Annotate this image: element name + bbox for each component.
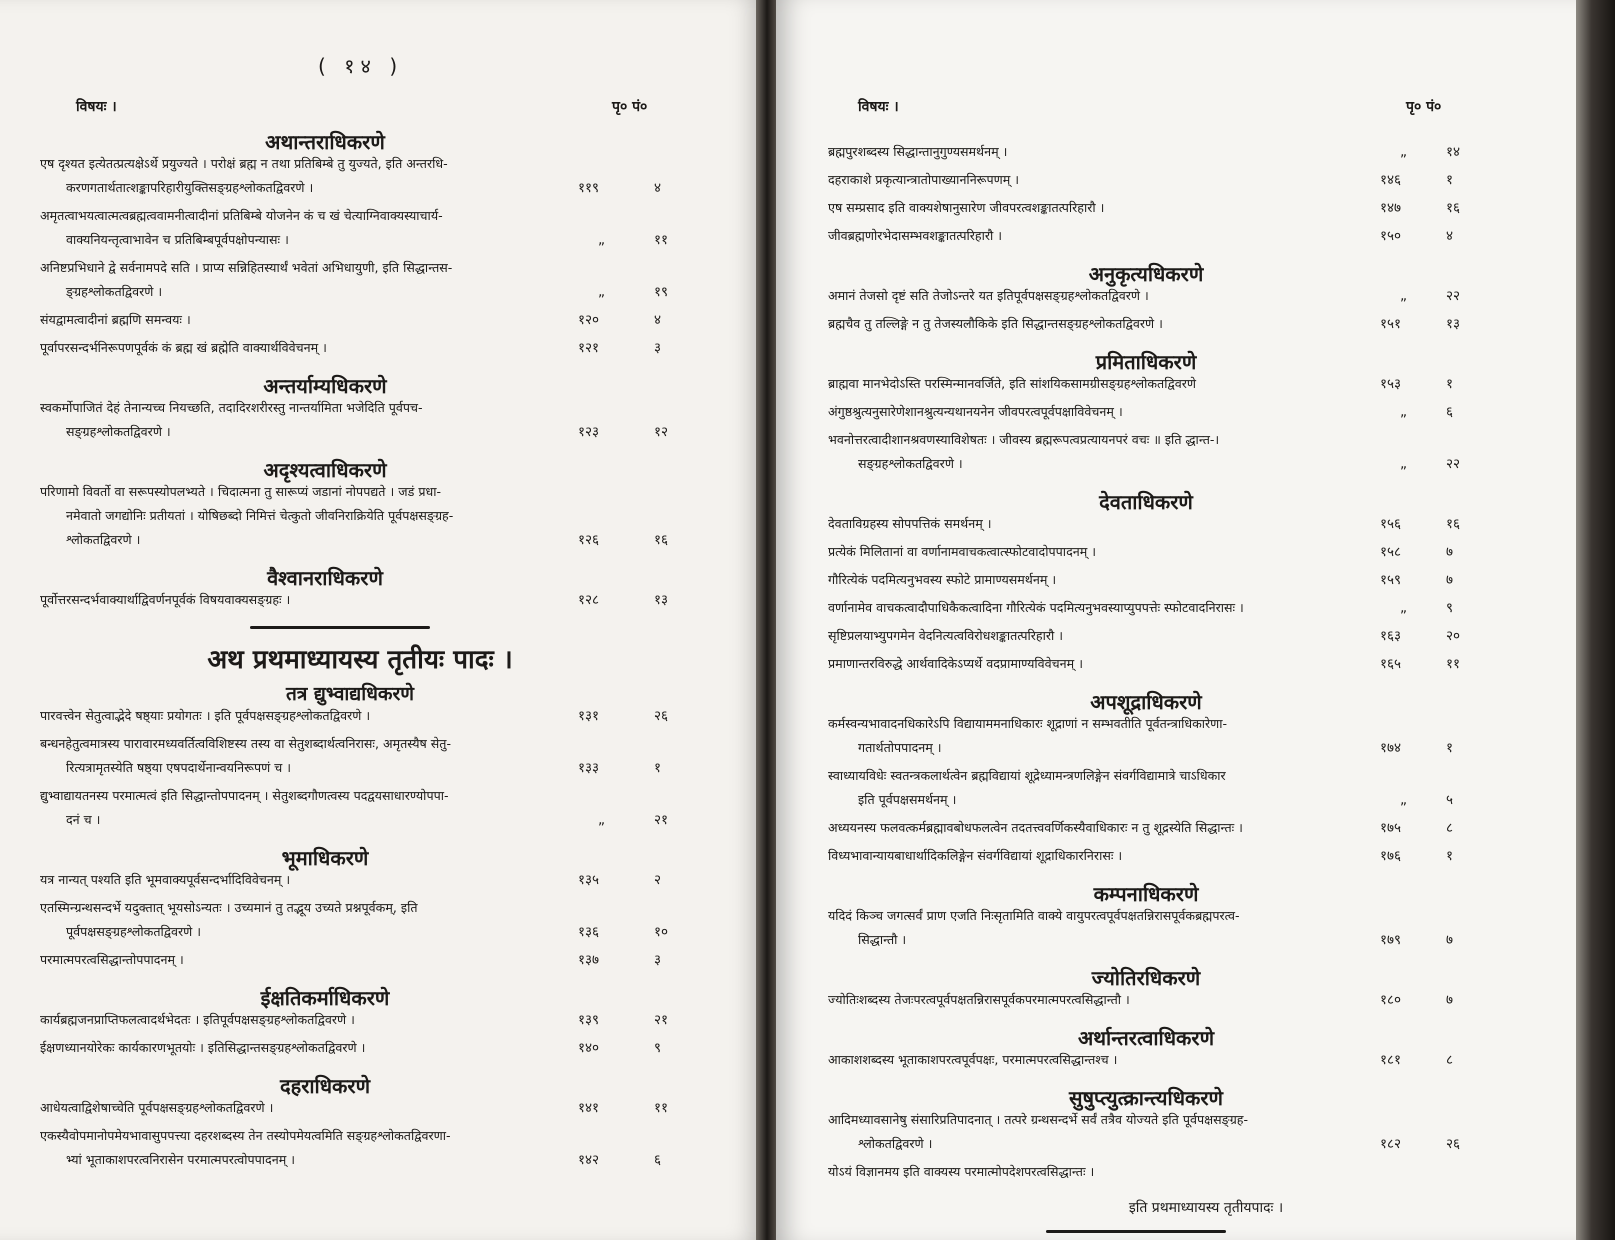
ditto-mark: „ [1400,456,1407,472]
entry-text-line: अमानं तेजसो दृष्टं सति तेजोऽन्तरे यत इतिपूर्वपक्षसङ्ग्रहश्लोकतद्विवरणे । [828,288,1149,303]
entry-line-number: १३ [1446,316,1461,332]
section-heading: अथान्तराधिकरणे [265,130,385,154]
entry-line-number: १६ [1446,200,1461,216]
entry-page-number: १२८ [578,592,600,608]
entry-text-line: ब्राह्मवा मानभेदोऽस्ति परस्मिन्मानवर्जिते, इति सांशयिकसामग्रीसङ्ग्रहश्लोकतद्विवरणे [828,376,1196,391]
chapter-title: अथ प्रथमाध्यायस्य तृतीयः पादः । [207,645,513,675]
section-heading: भूमाधिकरणे [281,846,369,870]
section-heading: अदृश्यत्वाधिकरणे [263,458,387,482]
entry-text-line: एष सम्प्रसाद इति वाक्यशेषानुसारेण जीवपरत्वशङ्कातत्परिहारौ । [828,200,1105,215]
entry-line-number: २१ [654,812,669,828]
entry-page-number: १३५ [578,872,600,888]
entry-page-number: १८० [1380,992,1402,1008]
ditto-mark: „ [598,812,605,828]
entry-page-number: १६३ [1380,628,1402,644]
entry-line-number: ११ [654,1100,669,1116]
entry-text-line: पूर्वोत्तरसन्दर्भवाक्यार्थाद्विवर्णनपूर्वकं विषयवाक्यसङ्ग्रहः । [40,592,291,607]
entry-text-line: ईक्षणध्यानयोरेकः कार्यकारणभूतयोः । इतिसिद्धान्तसङ्ग्रहश्लोकतद्विवरणे । [40,1040,366,1055]
entry-line-number: ४ [654,180,662,196]
entry-text-line: स्वाध्यायविधेः स्वतन्त्रकलार्थत्वेन ब्रह्मविद्यायां शूद्रेध्यामन्त्रणलिङ्गेन संवर्गविद्यामात्रे चाऽधिकार [828,768,1226,783]
book-gutter [756,0,778,1240]
entry-page-number: १२३ [578,424,600,440]
entry-line-number: १ [654,760,662,776]
entry-text-line: अमृतत्वाभयत्वात्मत्वब्रह्मत्ववामनीत्वादीनां प्रतिबिम्बे योजनेन कं च खं चेत्याग्निवाक्यस्याचार्य- [40,208,443,223]
entry-line-number: २६ [654,708,669,724]
entry-text-line: पूर्वापरसन्दर्भनिरूपणपूर्वकं कं ब्रह्म खं ब्रह्मेति वाक्यार्थविवेचनम् । [40,340,327,355]
entry-line-number: ९ [654,1040,662,1056]
entry-text-line: गौरित्येकं पदमित्यनुभवस्य स्फोटे प्रामाण्यसमर्थनम् । [828,572,1057,587]
entry-line-number: ६ [1446,404,1454,420]
entry-page-number: १५३ [1380,376,1402,392]
entry-text-line: करणगतार्थतात्शङ्कापरिहारीयुक्तिसङ्ग्रहश्लोकतद्विवरणे । [66,180,314,195]
entry-text-line: रित्यत्रामृतस्येति षष्ठ्या एषपदार्थेनान्वयनिरूपणं च । [66,760,291,775]
header-subject: विषयः । [76,99,117,115]
entry-text-line: द्युभ्वाद्यायतनस्य परमात्मत्वं इति सिद्धान्तोपपादनम् । सेतुशब्दगौणत्वस्य पदद्वयसाधारण्योपपा- [40,788,449,803]
entry-text-line: श्लोकतद्विवरणे । [858,1136,933,1151]
entry-text-line: इति पूर्वपक्षसमर्थनम् । [858,792,957,807]
entry-text-line: दनं च । [66,812,101,827]
entry-page-number: १४० [578,1040,600,1056]
entry-page-number: १२६ [578,532,600,548]
section-heading: अन्तर्याम्यधिकरणे [263,374,387,398]
entry-text-line: कर्मस्वन्यभावादनधिकारेऽपि विद्यायाममनाधिकारः शूद्राणां न सम्भवतीति पूर्वतन्त्राधिकारेणा- [828,716,1228,731]
entry-page-number: १७५ [1380,820,1402,836]
entry-text-line: सिद्धान्तौ । [858,932,907,947]
entry-line-number: ४ [654,312,662,328]
entry-page-number: १४६ [1380,172,1402,188]
entry-page-number: १७९ [1380,932,1402,948]
entry-text-line: पूर्वपक्षसङ्ग्रहश्लोकतद्विवरणे । [66,924,202,939]
entry-text-line: वर्णानामेव वाचकत्वादौपाधिकैकत्वादिना गौरित्येकं पदमित्यनुभवस्याप्युपपत्तेः स्फोटवादनिरासः । [828,600,1244,615]
entry-text-line: श्लोकतद्विवरणे । [66,532,141,547]
entry-page-number: १४२ [578,1152,600,1168]
entry-line-number: १ [1446,376,1454,392]
entry-line-number: २१ [654,1012,669,1028]
section-heading: दहराधिकरणे [279,1074,371,1098]
entry-text-line: एकस्यैवोपमानोपमेयभावासुपपत्त्या दहरशब्दस्य तेन तस्योपमेयत्वमिति सङ्ग्रहश्लोकतद्विवरणा- [40,1128,451,1143]
entry-line-number: ८ [1446,820,1454,836]
entry-text-line: प्रत्येकं मिलितानां वा वर्णानामवाचकत्वात्स्फोटवादोपपादनम् । [828,544,1097,559]
entry-line-number: ११ [654,232,669,248]
entry-line-number: ६ [654,1152,662,1168]
entry-text-line: आदिमध्यावसानेषु संसारिप्रतिपादनात् । तत्परे ग्रन्थसन्दर्भे सर्वं तत्रैव योज्यते इति पूर्वपक्षसङ्ग्रह- [828,1112,1249,1127]
ditto-mark: „ [1400,144,1407,160]
entry-text-line: आधेयत्वाद्विशेषाच्चेति पूर्वपक्षसङ्ग्रहश्लोकतद्विवरणे । [40,1100,274,1115]
section-heading: अनुकृत्यधिकरणे [1088,262,1204,286]
entry-text-line: सङ्ग्रहश्लोकतद्विवरणे । [858,456,963,471]
entry-text-line: विध्यभावान्यायबाधार्थादिकलिङ्गेन संवर्गविद्यायां शूद्राधिकारनिरासः । [828,848,1123,863]
header-page-line: पृ० पं० [1406,99,1442,115]
entry-line-number: १२ [654,424,669,440]
section-heading: देवताधिकरणे [1099,490,1193,514]
entry-page-number: १३७ [578,952,600,968]
entry-page-number: १६५ [1380,656,1402,672]
entry-text-line: सृष्टिप्रलयाभ्युपगमेन वेदनित्यत्वविरोधशङ्कातत्परिहारौ । [828,628,1064,643]
entry-text-line: ब्रह्मचैव तु तल्लिङ्गे न तु तेजस्यलौकिके इति सिद्धान्तसङ्ग्रहश्लोकतद्विवरणे । [828,316,1163,331]
entry-text-line: अनिष्टप्रभिधाने द्वे सर्वनामपदे सति । प्राप्य सन्निहितस्यार्थं भवेतां अभिधायुणी, इति सिद्धान्तस- [40,260,453,275]
section-heading: तत्र द्युभ्वाद्यधिकरणे [286,683,414,705]
entry-text-line: संयद्वामत्वादीनां ब्रह्मणि समन्वयः । [40,312,191,327]
entry-line-number: ५ [1446,792,1454,808]
entry-text-line: दहराकाशे प्रकृत्यान्त्रातोपाख्याननिरूपणम् । [828,172,1020,187]
entry-text-line: आकाशशब्दस्य भूताकाशपरत्वपूर्वपक्षः, परमात्मपरत्वसिद्धान्तश्च । [828,1052,1118,1067]
entry-page-number: १८१ [1380,1052,1402,1068]
entry-text-line: गतार्थतोपपादनम् । [858,740,942,755]
entry-line-number: १९ [654,284,669,300]
right-page [776,0,1576,1240]
entry-text-line: बन्धनहेतुत्वमात्रस्य पारावारमध्यवर्तित्वविशिष्टस्य तस्य वा सेतुशब्दार्थत्वनिरासः, अमृतस्यैष सेतु- [40,736,452,751]
section-heading: अपशूद्राधिकरणे [1090,690,1202,714]
entry-page-number: १२१ [578,340,600,356]
section-heading: प्रमिताधिकरणे [1095,350,1197,374]
ditto-mark: „ [1400,288,1407,304]
entry-text-line: यदिदं किञ्च जगत्सर्वं प्राण एजति निःसृतामिति वाक्ये वायुपरत्वपूर्वपक्षतन्निरासपूर्वकब्रह्मपरत्व- [828,908,1240,923]
entry-line-number: १४ [1446,144,1461,160]
page-number: ( १४ ) [318,54,404,78]
entry-text-line: देवताविग्रहस्य सोपपत्तिकं समर्थनम् । [828,516,992,531]
entry-line-number: ३ [654,340,662,356]
entry-page-number: १८२ [1380,1136,1402,1152]
ornamental-rule [250,626,430,629]
entry-line-number: ७ [1446,544,1454,560]
entry-page-number: १३१ [578,708,600,724]
entry-text-line: एतस्मिन्ग्रन्थसन्दर्भे यदुक्तात् भूयसोऽन्यतः । उच्यमानं तु तद्भूय उच्यते प्रश्नपूर्वकम्, इति [40,900,418,915]
section-heading: कम्पनाधिकरणे [1093,882,1199,906]
closing-line: इति प्रथमाध्यायस्य तृतीयपादः । [1128,1200,1284,1216]
entry-line-number: १६ [1446,516,1461,532]
entry-line-number: ७ [1446,992,1454,1008]
entry-text-line: अध्ययनस्य फलवत्कर्मब्रह्मावबोधफलत्वेन तदतत्त्ववर्णिकस्यैवाधिकारः न तु शूद्रस्येति सिद्धान्तः । [828,820,1243,835]
entry-text-line: स्वकर्मोपाजितं देहं तेनान्यच्च नियच्छति, तदादिरशरीरस्तु नान्तर्यामिता भजेदिति पूर्वपच- [40,400,423,415]
entry-line-number: १० [654,924,669,940]
entry-page-number: १५० [1380,228,1402,244]
entry-line-number: ९ [1446,600,1454,616]
entry-text-line: प्रमाणान्तरविरुद्धे आर्थवादिकेऽप्यर्थे वदप्रामाण्यविवेचनम् । [828,656,1083,671]
entry-line-number: ८ [1446,1052,1454,1068]
entry-page-number: १५९ [1380,572,1402,588]
left-page [0,0,760,1240]
entry-line-number: १ [1446,848,1454,864]
section-heading: अर्थान्तरत्वाधिकरणे [1077,1026,1215,1050]
section-heading: ईक्षतिकर्माधिकरणे [260,986,390,1010]
entry-text-line: भ्यां भूताकाशपरत्वनिरासेन परमात्मपरत्वोपपादनम् । [66,1152,296,1167]
ditto-mark: „ [1400,600,1407,616]
entry-page-number: १२० [578,312,600,328]
entry-text-line: परिणामो विवर्तो वा सरूपस्योपलभ्यते । चिदात्मना तु सारूप्यं जडानां नोपपद्यते । जडं प्रधा- [40,484,442,499]
entry-page-number: १३६ [578,924,600,940]
entry-text-line: ङ्ग्रहश्लोकतद्विवरणे । [66,284,163,299]
entry-text-line: ब्रह्मपुरशब्दस्य सिद्धान्तानुगुण्यसमर्थनम् । [828,144,1008,159]
entry-text-line: परमात्मपरत्वसिद्धान्तोपपादनम् । [40,952,184,967]
entry-page-number: ११९ [578,180,600,196]
entry-text-line: यत्र नान्यत् पश्यति इति भूमवाक्यपूर्वसन्दर्भादिविवेचनम् । [40,872,291,887]
entry-text-line: कार्यब्रह्मजनप्राप्तिफलत्वादर्थभेदतः । इतिपूर्वपक्षसङ्ग्रहश्लोकतद्विवरणे । [40,1012,355,1027]
entry-line-number: १६ [654,532,669,548]
entry-line-number: १ [1446,740,1454,756]
entry-page-number: १३३ [578,760,600,776]
entry-line-number: १ [1446,172,1454,188]
entry-text-line: भवनोत्तरत्वादीशानश्रवणस्याविशेषतः । जीवस्य ब्रह्मरूपत्वप्रत्यायनपरं वचः ॥ इति द्धान्त-। [828,432,1220,447]
section-heading: सुषुप्त्युत्क्रान्त्यधिकरणे [1068,1086,1224,1110]
column-header [0,97,760,121]
entry-page-number: १७४ [1380,740,1402,756]
ditto-mark: „ [1400,404,1407,420]
entry-page-number: १७६ [1380,848,1402,864]
entry-text-line: जीवब्रह्मणोरभेदासम्भवशङ्कातत्परिहारौ । [828,228,1003,243]
section-heading: ज्योतिरधिकरणे [1091,966,1201,990]
header-subject: विषयः । [858,99,899,115]
entry-text-line: अंगुष्ठश्रुत्यनुसारेणेशानश्रुत्यन्यथानयनेन जीवपरत्वपूर्वपक्षाविवेचनम् । [828,404,1123,419]
entry-page-number: १४१ [578,1100,600,1116]
entry-page-number: १३९ [578,1012,600,1028]
entry-page-number: १५६ [1380,516,1402,532]
entry-line-number: २० [1446,628,1461,644]
entry-text-line: एष दृश्यत इत्येतत्प्रत्यक्षेऽर्थे प्रयुज्यते । परोक्षं ब्रह्म न तथा प्रतिबिम्बे तु युज्यते, इति अन्तरधि- [40,156,448,171]
entry-text-line: सङ्ग्रहश्लोकतद्विवरणे । [66,424,171,439]
header-page-line: पृ० पं० [612,99,648,115]
book-edge [1576,0,1615,1240]
ditto-mark: „ [1400,792,1407,808]
entry-line-number: १३ [654,592,669,608]
entry-text-line: पारवत्त्वेन सेतुत्वाद्भेदे षष्ठ्याः प्रयोगतः । इति पूर्वपक्षसङ्ग्रहश्लोकतद्विवरणे । [40,708,371,723]
entry-page-number: १५१ [1380,316,1402,332]
entry-line-number: २ [654,872,662,888]
entry-page-number: १५८ [1380,544,1402,560]
entry-page-number: १४७ [1380,200,1402,216]
entry-text-line: नमेवातो जगद्योनिः प्रतीयतां । योषिछब्दो निमित्तं चेत्कुतो जीवनिराक्रियेति पूर्वपक्षसङ्ग्रह- [66,508,454,523]
entry-text-line: ज्योतिःशब्दस्य तेजःपरत्वपूर्वपक्षतन्निरासपूर्वकपरमात्मपरत्वसिद्धान्तौ । [828,992,1130,1007]
entry-line-number: ७ [1446,572,1454,588]
entry-line-number: २६ [1446,1136,1461,1152]
entry-line-number: ३ [654,952,662,968]
entry-line-number: ११ [1446,656,1461,672]
entry-line-number: ७ [1446,932,1454,948]
entry-text-line: योऽयं विज्ञानमय इति वाक्यस्य परमात्मोपदेशपरत्वसिद्धान्तः । [828,1164,1095,1179]
ditto-mark: „ [598,232,605,248]
closing-rule [1046,1230,1226,1233]
ditto-mark: „ [598,284,605,300]
section-heading: वैश्वानराधिकरणे [267,566,383,590]
entry-line-number: २२ [1446,456,1461,472]
entry-text-line: वाक्यनियन्तृत्वाभावेन च प्रतिबिम्बपूर्वपक्षोपन्यासः । [66,232,289,247]
entry-line-number: ४ [1446,228,1454,244]
column-header [776,97,1576,121]
entry-line-number: २२ [1446,288,1461,304]
